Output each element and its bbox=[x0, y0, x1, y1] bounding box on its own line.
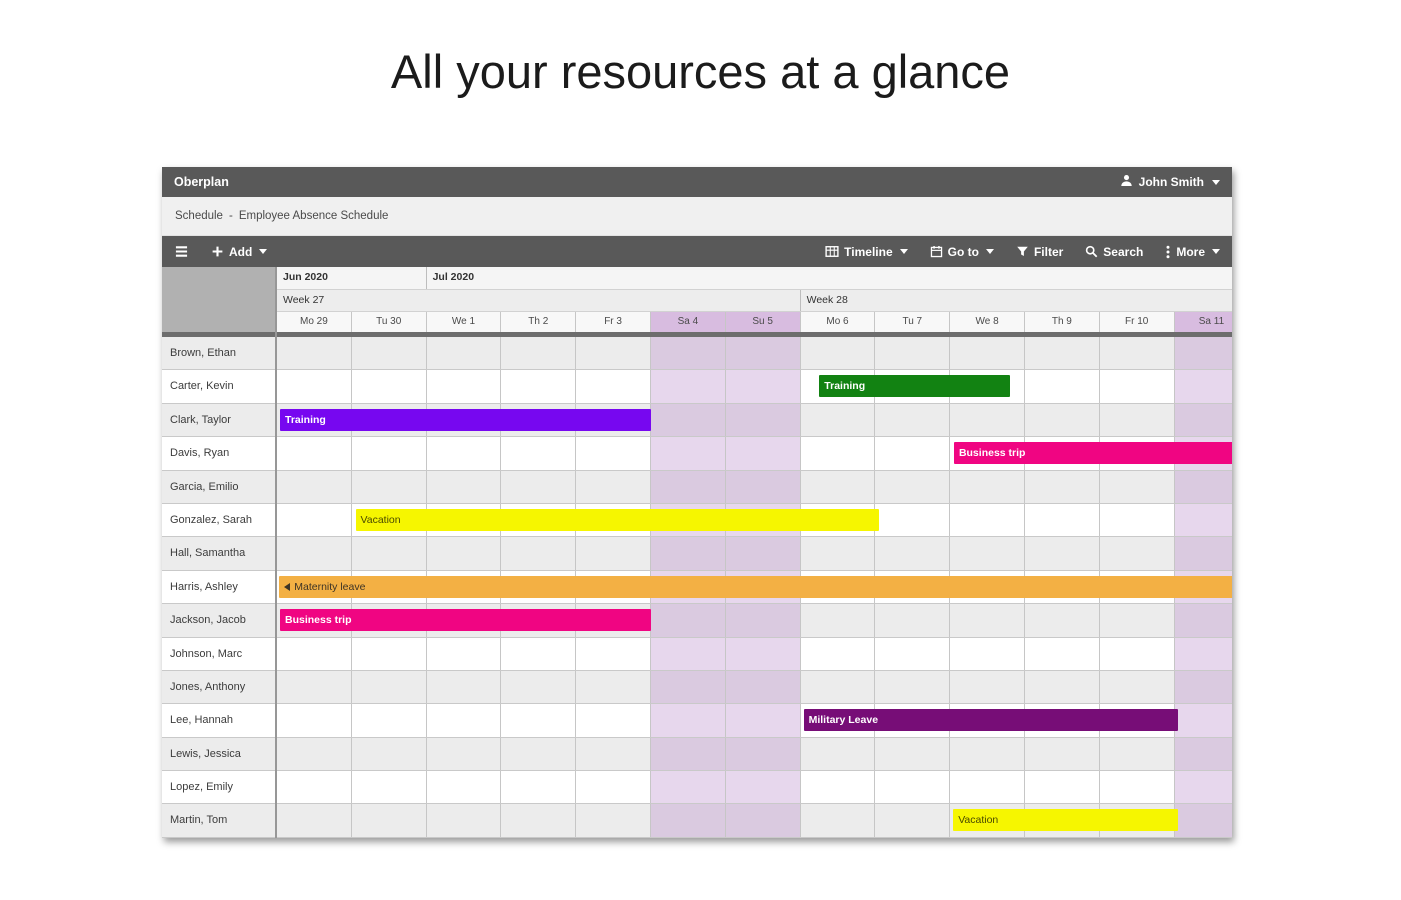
day-cell[interactable] bbox=[501, 370, 576, 402]
toolbar-button-go-to[interactable] bbox=[930, 245, 994, 259]
day-cell[interactable] bbox=[950, 638, 1025, 670]
day-cell[interactable] bbox=[501, 771, 576, 803]
day-cell[interactable] bbox=[651, 638, 726, 670]
employee-name: Hall, Samantha bbox=[162, 537, 275, 570]
day-cell[interactable] bbox=[651, 704, 726, 736]
toolbar-button-label: More bbox=[1176, 244, 1205, 259]
day-cell[interactable] bbox=[352, 437, 427, 469]
breadcrumb bbox=[162, 197, 1232, 236]
event-label: Vacation bbox=[360, 513, 401, 526]
day-cell[interactable] bbox=[950, 504, 1025, 536]
employee-name: Carter, Kevin bbox=[162, 370, 275, 403]
day-cell[interactable] bbox=[1025, 671, 1100, 703]
day-cell[interactable] bbox=[651, 537, 726, 569]
day-cell[interactable] bbox=[1175, 671, 1232, 703]
employee-name: Johnson, Marc bbox=[162, 638, 275, 671]
timeline-row bbox=[277, 571, 1232, 604]
day-cell[interactable] bbox=[875, 437, 950, 469]
page-title: All your resources at a glance bbox=[390, 45, 1011, 98]
day-cell[interactable] bbox=[651, 337, 726, 369]
day-cell[interactable] bbox=[801, 738, 876, 770]
day-cell[interactable] bbox=[801, 471, 876, 503]
day-cell[interactable] bbox=[501, 437, 576, 469]
toolbar bbox=[162, 236, 1232, 267]
week-header-cell: Week 28 bbox=[801, 290, 1232, 311]
employee-name: Harris, Ashley bbox=[162, 571, 275, 604]
event-bar-vacation[interactable] bbox=[953, 809, 1177, 831]
day-cell[interactable] bbox=[801, 804, 876, 836]
event-bar-business-trip[interactable] bbox=[954, 442, 1232, 464]
day-cell[interactable] bbox=[427, 638, 502, 670]
day-cell[interactable] bbox=[950, 404, 1025, 436]
breadcrumb-item-current: Employee Absence Schedule bbox=[238, 210, 389, 222]
day-header-cell: Sa 11 bbox=[1175, 312, 1232, 332]
chevron-down-icon bbox=[986, 249, 994, 254]
day-header-cell: We 1 bbox=[427, 312, 502, 332]
day-cell[interactable] bbox=[1100, 638, 1175, 670]
toolbar-button-label: Timeline bbox=[844, 244, 893, 259]
day-header-cell: Sa 4 bbox=[651, 312, 726, 332]
day-cell[interactable] bbox=[352, 771, 427, 803]
day-cell[interactable] bbox=[427, 370, 502, 402]
day-cell[interactable] bbox=[875, 604, 950, 636]
day-cell[interactable] bbox=[501, 638, 576, 670]
toolbar-right-group bbox=[825, 245, 1220, 259]
day-cell[interactable] bbox=[651, 604, 726, 636]
day-cell[interactable] bbox=[576, 370, 651, 402]
day-cell[interactable] bbox=[875, 638, 950, 670]
event-bar-training[interactable] bbox=[280, 409, 651, 431]
continues-left-icon bbox=[284, 583, 290, 591]
employee-name: Brown, Ethan bbox=[162, 337, 275, 370]
day-cell[interactable] bbox=[726, 370, 801, 402]
day-cell[interactable] bbox=[1175, 771, 1232, 803]
day-cell[interactable] bbox=[427, 738, 502, 770]
toolbar-button-search[interactable] bbox=[1085, 245, 1143, 259]
user-name: John Smith bbox=[1138, 175, 1204, 189]
day-cell[interactable] bbox=[1175, 337, 1232, 369]
user-icon bbox=[1120, 174, 1133, 190]
day-cell[interactable] bbox=[726, 638, 801, 670]
day-cell[interactable] bbox=[726, 437, 801, 469]
day-cell[interactable] bbox=[1025, 504, 1100, 536]
day-header-cell: Fr 3 bbox=[576, 312, 651, 332]
month-header-cell: Jul 2020 bbox=[427, 267, 1232, 289]
timeline-row bbox=[277, 671, 1232, 704]
day-cell[interactable] bbox=[277, 504, 352, 536]
day-cell[interactable] bbox=[875, 771, 950, 803]
more-icon bbox=[1165, 245, 1171, 259]
schedule-view bbox=[162, 267, 1232, 838]
day-cell[interactable] bbox=[651, 471, 726, 503]
timeline-row bbox=[277, 437, 1232, 470]
timeline-row bbox=[277, 604, 1232, 637]
day-cell[interactable] bbox=[277, 471, 352, 503]
day-cell[interactable] bbox=[950, 604, 1025, 636]
day-cell[interactable] bbox=[1100, 738, 1175, 770]
day-cell[interactable] bbox=[726, 471, 801, 503]
timeline-grid bbox=[277, 337, 1232, 838]
event-bar-business-trip[interactable] bbox=[280, 609, 651, 631]
event-label: Vacation bbox=[958, 814, 999, 827]
employee-name: Gonzalez, Sarah bbox=[162, 504, 275, 537]
day-cell[interactable] bbox=[576, 537, 651, 569]
filter-icon bbox=[1016, 245, 1029, 258]
day-cell[interactable] bbox=[726, 771, 801, 803]
day-cell[interactable] bbox=[1025, 337, 1100, 369]
day-header-cell: Tu 30 bbox=[352, 312, 427, 332]
chevron-down-icon bbox=[259, 249, 267, 254]
day-cell[interactable] bbox=[576, 771, 651, 803]
day-cell[interactable] bbox=[576, 738, 651, 770]
app-window bbox=[162, 167, 1232, 838]
chevron-down-icon bbox=[900, 249, 908, 254]
toolbar-button-label: Search bbox=[1103, 244, 1144, 259]
day-cell[interactable] bbox=[576, 671, 651, 703]
day-cell[interactable] bbox=[801, 404, 876, 436]
user-menu[interactable] bbox=[1120, 174, 1220, 190]
timeline-panel bbox=[277, 267, 1232, 838]
day-cell[interactable] bbox=[352, 337, 427, 369]
day-cell[interactable] bbox=[1175, 738, 1232, 770]
timeline-row bbox=[277, 738, 1232, 771]
day-cell[interactable] bbox=[1100, 671, 1175, 703]
day-cell[interactable] bbox=[726, 337, 801, 369]
day-cell[interactable] bbox=[801, 437, 876, 469]
timeline-row bbox=[277, 337, 1232, 370]
day-cell[interactable] bbox=[501, 471, 576, 503]
event-label: Business trip bbox=[284, 614, 352, 627]
day-cell[interactable] bbox=[352, 671, 427, 703]
day-cell[interactable] bbox=[1025, 471, 1100, 503]
day-cell[interactable] bbox=[501, 704, 576, 736]
week-header-cell: Week 27 bbox=[277, 290, 801, 311]
app-logo-text: Oberplan bbox=[174, 175, 229, 189]
app-titlebar bbox=[162, 167, 1232, 197]
day-header-row bbox=[277, 312, 1232, 332]
header-corner-cell bbox=[162, 267, 275, 332]
employee-name: Garcia, Emilio bbox=[162, 471, 275, 504]
day-cell[interactable] bbox=[427, 804, 502, 836]
month-header-row bbox=[277, 267, 1232, 290]
resource-column bbox=[162, 267, 277, 838]
day-cell[interactable] bbox=[501, 804, 576, 836]
day-cell[interactable] bbox=[801, 604, 876, 636]
employee-name: Jackson, Jacob bbox=[162, 604, 275, 637]
day-cell[interactable] bbox=[277, 638, 352, 670]
grid-icon bbox=[825, 245, 839, 258]
day-cell[interactable] bbox=[277, 771, 352, 803]
timeline-row bbox=[277, 804, 1232, 837]
day-cell[interactable] bbox=[427, 704, 502, 736]
day-cell[interactable] bbox=[651, 671, 726, 703]
day-cell[interactable] bbox=[1025, 638, 1100, 670]
day-cell[interactable] bbox=[651, 771, 726, 803]
day-cell[interactable] bbox=[427, 471, 502, 503]
day-cell[interactable] bbox=[1100, 471, 1175, 503]
toolbar-button-label: Filter bbox=[1033, 244, 1064, 259]
day-cell[interactable] bbox=[875, 337, 950, 369]
day-header-cell: Th 9 bbox=[1025, 312, 1100, 332]
employee-name: Lee, Hannah bbox=[162, 704, 275, 737]
day-cell[interactable] bbox=[1175, 370, 1232, 402]
day-cell[interactable] bbox=[726, 604, 801, 636]
timeline-row bbox=[277, 638, 1232, 671]
day-cell[interactable] bbox=[277, 738, 352, 770]
day-cell[interactable] bbox=[651, 437, 726, 469]
day-cell[interactable] bbox=[875, 671, 950, 703]
calendar-icon bbox=[930, 245, 943, 258]
day-cell[interactable] bbox=[726, 671, 801, 703]
day-cell[interactable] bbox=[1100, 504, 1175, 536]
day-cell[interactable] bbox=[576, 804, 651, 836]
timeline-row bbox=[277, 771, 1232, 804]
toolbar-button-filter[interactable] bbox=[1016, 245, 1063, 259]
day-cell[interactable] bbox=[427, 537, 502, 569]
day-cell[interactable] bbox=[1175, 504, 1232, 536]
chevron-down-icon bbox=[1212, 249, 1220, 254]
day-cell[interactable] bbox=[875, 738, 950, 770]
day-cell[interactable] bbox=[352, 471, 427, 503]
day-cell[interactable] bbox=[801, 771, 876, 803]
day-cell[interactable] bbox=[352, 537, 427, 569]
search-icon bbox=[1085, 245, 1098, 258]
day-cell[interactable] bbox=[1025, 604, 1100, 636]
day-cell[interactable] bbox=[1025, 771, 1100, 803]
day-cell[interactable] bbox=[277, 337, 352, 369]
day-cell[interactable] bbox=[651, 804, 726, 836]
day-cell[interactable] bbox=[1175, 404, 1232, 436]
day-cell[interactable] bbox=[427, 337, 502, 369]
day-cell[interactable] bbox=[277, 437, 352, 469]
day-cell[interactable] bbox=[576, 337, 651, 369]
day-cell[interactable] bbox=[1025, 537, 1100, 569]
toolbar-button-timeline[interactable] bbox=[825, 245, 907, 259]
day-cell[interactable] bbox=[427, 671, 502, 703]
day-cell[interactable] bbox=[501, 337, 576, 369]
day-cell[interactable] bbox=[277, 370, 352, 402]
day-cell[interactable] bbox=[1175, 471, 1232, 503]
day-cell[interactable] bbox=[576, 471, 651, 503]
day-header-cell: Mo 29 bbox=[277, 312, 352, 332]
day-cell[interactable] bbox=[277, 704, 352, 736]
menu-icon bbox=[174, 245, 189, 258]
day-cell[interactable] bbox=[277, 804, 352, 836]
day-cell[interactable] bbox=[651, 738, 726, 770]
day-cell[interactable] bbox=[875, 537, 950, 569]
day-cell[interactable] bbox=[352, 370, 427, 402]
event-label: Military Leave bbox=[808, 714, 879, 727]
event-label: Maternity leave bbox=[294, 580, 366, 593]
day-cell[interactable] bbox=[576, 704, 651, 736]
toolbar-button-label: Add bbox=[229, 244, 253, 259]
timeline-row bbox=[277, 404, 1232, 437]
day-cell[interactable] bbox=[950, 738, 1025, 770]
day-cell[interactable] bbox=[1175, 804, 1232, 836]
day-cell[interactable] bbox=[801, 671, 876, 703]
chevron-down-icon bbox=[1212, 180, 1220, 185]
event-bar-maternity-leave[interactable] bbox=[279, 576, 1232, 598]
day-cell[interactable] bbox=[1175, 704, 1232, 736]
day-cell[interactable] bbox=[726, 738, 801, 770]
day-cell[interactable] bbox=[726, 704, 801, 736]
week-header-row bbox=[277, 290, 1232, 312]
event-bar-vacation[interactable] bbox=[356, 509, 880, 531]
day-cell[interactable] bbox=[875, 804, 950, 836]
day-cell[interactable] bbox=[1025, 404, 1100, 436]
day-cell[interactable] bbox=[1025, 370, 1100, 402]
day-cell[interactable] bbox=[501, 671, 576, 703]
event-label: Training bbox=[824, 380, 866, 393]
toolbar-button-label: Go to bbox=[947, 244, 979, 259]
day-cell[interactable] bbox=[427, 437, 502, 469]
day-cell[interactable] bbox=[875, 404, 950, 436]
employee-name: Martin, Tom bbox=[162, 804, 275, 837]
day-cell[interactable] bbox=[1100, 337, 1175, 369]
day-header-cell: Th 2 bbox=[501, 312, 576, 332]
day-cell[interactable] bbox=[1175, 537, 1232, 569]
toolbar-left-group bbox=[174, 245, 267, 259]
day-cell[interactable] bbox=[576, 437, 651, 469]
timeline-row bbox=[277, 370, 1232, 403]
toolbar-button-add[interactable] bbox=[211, 245, 267, 259]
event-label: Business trip bbox=[958, 447, 1026, 460]
day-header-cell: Mo 6 bbox=[801, 312, 876, 332]
day-cell[interactable] bbox=[875, 471, 950, 503]
day-cell[interactable] bbox=[1175, 638, 1232, 670]
employee-name: Davis, Ryan bbox=[162, 437, 275, 470]
event-label: Training bbox=[284, 413, 326, 426]
day-cell[interactable] bbox=[950, 537, 1025, 569]
day-cell[interactable] bbox=[1100, 370, 1175, 402]
day-cell[interactable] bbox=[1100, 771, 1175, 803]
day-cell[interactable] bbox=[1100, 604, 1175, 636]
day-header-cell: Su 5 bbox=[726, 312, 801, 332]
timeline-row bbox=[277, 704, 1232, 737]
day-cell[interactable] bbox=[352, 638, 427, 670]
employee-name: Jones, Anthony bbox=[162, 671, 275, 704]
timeline-row bbox=[277, 537, 1232, 570]
day-cell[interactable] bbox=[950, 771, 1025, 803]
day-cell[interactable] bbox=[501, 537, 576, 569]
breadcrumb-item-schedule[interactable]: Schedule bbox=[175, 210, 223, 222]
day-cell[interactable] bbox=[277, 537, 352, 569]
day-cell[interactable] bbox=[1175, 604, 1232, 636]
month-header-cell: Jun 2020 bbox=[277, 267, 427, 289]
day-cell[interactable] bbox=[950, 671, 1025, 703]
day-cell[interactable] bbox=[576, 638, 651, 670]
event-bar-military-leave[interactable] bbox=[804, 709, 1178, 731]
day-cell[interactable] bbox=[726, 404, 801, 436]
day-cell[interactable] bbox=[950, 337, 1025, 369]
breadcrumb-separator: - bbox=[228, 210, 233, 222]
day-cell[interactable] bbox=[352, 738, 427, 770]
timeline-row bbox=[277, 471, 1232, 504]
day-cell[interactable] bbox=[875, 504, 950, 536]
day-cell[interactable] bbox=[801, 537, 876, 569]
day-cell[interactable] bbox=[277, 671, 352, 703]
day-header-cell: Tu 7 bbox=[875, 312, 950, 332]
day-cell[interactable] bbox=[651, 370, 726, 402]
day-cell[interactable] bbox=[352, 804, 427, 836]
employee-name: Lewis, Jessica bbox=[162, 738, 275, 771]
day-cell[interactable] bbox=[726, 537, 801, 569]
day-header-cell: We 8 bbox=[950, 312, 1025, 332]
day-cell[interactable] bbox=[950, 471, 1025, 503]
day-cell[interactable] bbox=[1100, 404, 1175, 436]
day-cell[interactable] bbox=[501, 738, 576, 770]
day-cell[interactable] bbox=[801, 337, 876, 369]
day-cell[interactable] bbox=[352, 704, 427, 736]
day-cell[interactable] bbox=[1100, 537, 1175, 569]
event-bar-training[interactable] bbox=[819, 375, 1010, 397]
day-cell[interactable] bbox=[1025, 738, 1100, 770]
day-cell[interactable] bbox=[726, 804, 801, 836]
day-cell[interactable] bbox=[427, 771, 502, 803]
day-cell[interactable] bbox=[801, 638, 876, 670]
day-cell[interactable] bbox=[651, 404, 726, 436]
employee-name: Lopez, Emily bbox=[162, 771, 275, 804]
day-header-cell: Fr 10 bbox=[1100, 312, 1175, 332]
toolbar-button-menu[interactable] bbox=[174, 245, 189, 258]
employee-name: Clark, Taylor bbox=[162, 404, 275, 437]
timeline-row bbox=[277, 504, 1232, 537]
plus-icon bbox=[211, 245, 224, 258]
toolbar-button-more[interactable] bbox=[1165, 245, 1220, 259]
